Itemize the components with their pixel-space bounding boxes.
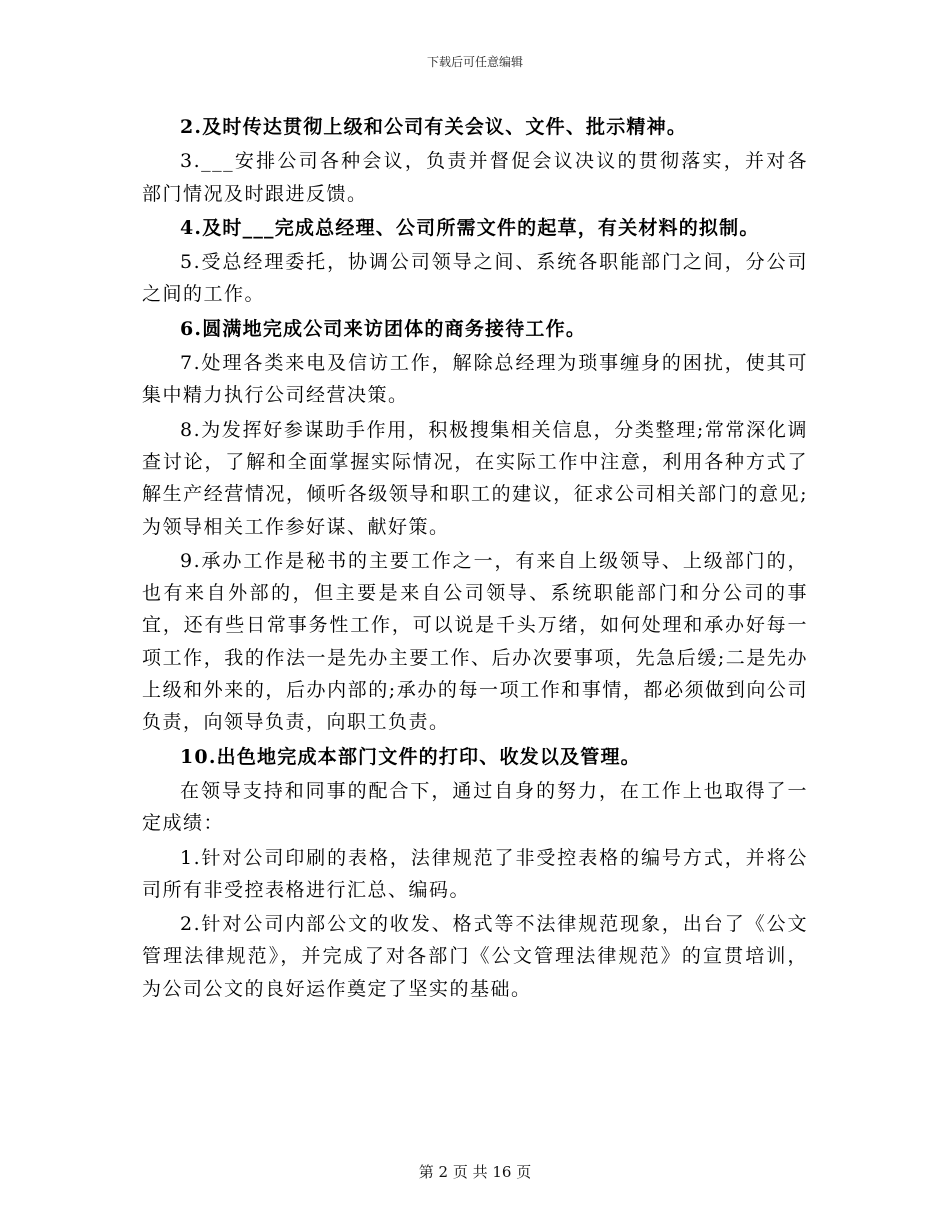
page-number-footer: 第 2 页 共 16 页	[418, 1163, 532, 1181]
paragraph-achievement-1: 1.针对公司印刷的表格，法律规范了非受控表格的编号方式，并将公司所有非受控表格进行汇总、编码。	[142, 846, 808, 901]
paragraph-achievement-2: 2.针对公司内部公文的收发、格式等不法律规范现象，出台了《公文管理法律规范》，并完成了对各部门《公文管理法律规范》的宣贯培训，为公司公文的良好运作奠定了坚实的基础。	[142, 913, 808, 1000]
paragraph-item-4: 4.及时___完成总经理、公司所需文件的起草，有关材料的拟制。	[180, 216, 760, 239]
page-header: 下载后可任意编辑	[426, 55, 523, 69]
paragraph-item-2: 2.及时传达贯彻上级和公司有关会议、文件、批示精神。	[180, 116, 688, 138]
paragraph-item-5: 5.受总经理委托，协调公司领导之间、系统各职能部门之间，分公司之间的工作。	[142, 251, 808, 306]
paragraph-item-3: 3.___安排公司各种会议，负责并督促会议决议的贯彻落实，并对各部门情况及时跟进反馈。	[142, 150, 808, 205]
paragraph-item-8: 8.为发挥好参谋助手作用，积极搜集相关信息，分类整理;常常深化调查讨论，了解和全面掌握实际情况，在实际工作中注意，利用各种方式了解生产经营情况，倾听各级领导和职工的建议，征求公司相关部门的意见;为领导相关工作参好谋、献好策。	[142, 418, 808, 538]
paragraph-item-6: 6.圆满地完成公司来访团体的商务接待工作。	[180, 317, 587, 340]
paragraph-item-9: 9.承办工作是秘书的主要工作之一，有来自上级领导、上级部门的，也有来自外部的，但主要是来自公司领导、系统职能部门和分公司的事宜，还有些日常事务性工作，可以说是千头万绪，如何处理和承办好每一项工作，我的作法一是先办主要工作、后办次要事项，先急后缓;二是先办上级和外来的，后办内部的;承办的每一项工作和事情，都必须做到向公司负责，向领导负责，向职工负责。	[142, 549, 808, 734]
paragraph-item-10: 10.出色地完成本部门文件的打印、收发以及管理。	[180, 745, 641, 768]
document-body	[142, 110, 808, 1007]
paragraph-achievements-intro: 在领导支持和同事的配合下，通过自身的努力，在工作上也取得了一定成绩：	[142, 779, 808, 835]
paragraph-item-7: 7.处理各类来电及信访工作，解除总经理为琐事缠身的困扰，使其可集中精力执行公司经营决策。	[142, 352, 808, 407]
